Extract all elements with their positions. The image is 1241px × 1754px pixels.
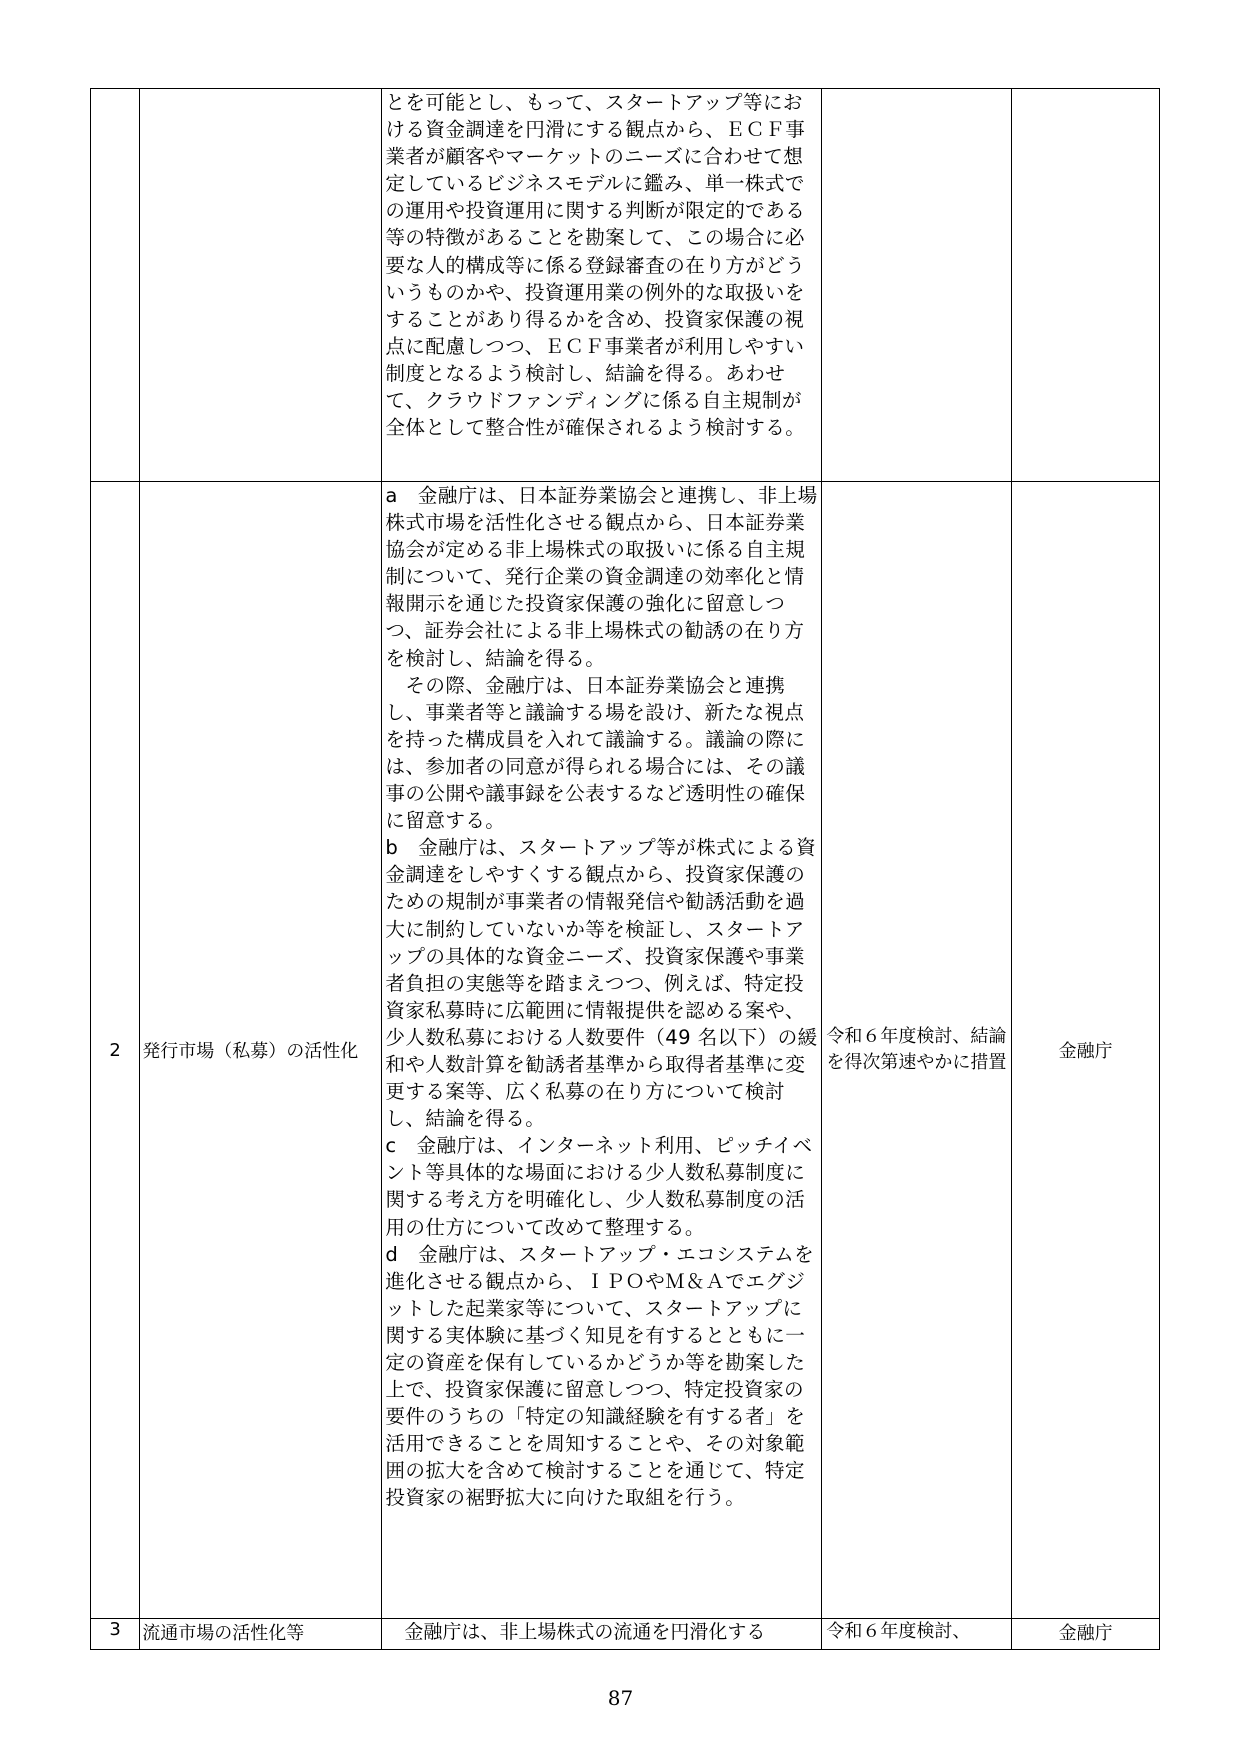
row-agency: 金融庁 bbox=[1012, 482, 1160, 1619]
schedule-text: 令和６年度検討、 bbox=[826, 1621, 971, 1642]
row-schedule bbox=[822, 482, 1012, 1619]
table-row bbox=[91, 89, 1160, 482]
row-item bbox=[140, 482, 382, 1619]
row-number: 2 bbox=[91, 482, 140, 1619]
content-paragraph-a: a 金融庁は、日本証券業協会と連携し、非上場株式市場を活性化させる観点から、日本証券業協会が定める非上場株式の取扱いに係る自主規制について、発行企業の資金調達の効率化と情報開示を通じた投資家保護の強化に留意しつつ、証券会社による非上場株式の勧誘の在り方を検討し、結論を得る。 bbox=[385, 484, 818, 670]
measures-table bbox=[90, 88, 1160, 1650]
schedule-text: 令和６年度検討、結論を得次第速やかに措置 bbox=[826, 1026, 1007, 1073]
row-content bbox=[382, 482, 822, 1619]
row-schedule bbox=[822, 89, 1012, 482]
row-number bbox=[91, 89, 140, 482]
content-paragraph-a-note: その際、金融庁は、日本証券業協会と連携し、事業者等と議論する場を設け、新たな視点を持った構成員を入れて議論する。議論の際には、参加者の同意が得られる場合には、その議事の公開や議事録を公表するなど透明性の確保に留意する。 bbox=[385, 673, 806, 833]
content-paragraph-b: b 金融庁は、スタートアップ等が株式による資金調達をしやすくする観点から、投資家保護のための規制が事業者の情報発信や勧誘活動を過大に制約していないか等を検証し、スタートアップの具体的な資金ニーズ、投資家保護や事業者負担の実態等を踏まえつつ、例えば、特定投資家私募時に広範囲に情報提供を認める案や、少人数私募における人数要件（49 名以下）の緩和や人数計算を勧誘者基準から取得者基準に変更する案等、広く私募の在り方について検討し、結論を得る。 bbox=[385, 836, 818, 1131]
content-paragraph: 金融庁は、非上場株式の流通を円滑化する bbox=[385, 1621, 766, 1643]
row-schedule bbox=[822, 1619, 1012, 1650]
row-agency: 金融庁 bbox=[1012, 1619, 1160, 1650]
row-content bbox=[382, 1619, 822, 1650]
content-paragraph-c: c 金融庁は、インターネット利用、ピッチイベント等具体的な場面における少人数私募制度に関する考え方を明確化し、少人数私募制度の活用の仕方について改めて整理する。 bbox=[385, 1134, 813, 1239]
content-paragraph-d: d 金融庁は、スタートアップ・エコシステムを進化させる観点から、ＩＰＯやＭ＆Ａでエグジットした起業家等について、スタートアップに関する実体験に基づく知見を有するとともに一定の資産を保有しているかどうか等を勘案した上で、投資家保護に留意しつつ、特定投資家の要件のうちの「特定の知識経験を有する者」を活用できることを周知することや、その対象範囲の拡大を含めて検討することを通じて、特定投資家の裾野拡大に向けた取組を行う。 bbox=[385, 1242, 815, 1510]
row-item bbox=[140, 89, 382, 482]
table-row bbox=[91, 1619, 1160, 1650]
row-item-label: 発行市場（私募）の活性化 bbox=[142, 1041, 359, 1062]
row-item-label: 流通市場の活性化等 bbox=[142, 1623, 305, 1644]
table-row bbox=[91, 482, 1160, 1619]
row-number: 3 bbox=[91, 1619, 140, 1650]
content-paragraph: とを可能とし、もって、スタートアップ等における資金調達を円滑にする観点から、ＥＣＦ事業者が顧客やマーケットのニーズに合わせて想定しているビジネスモデルに鑑み、単一株式での運用や投資運用に関する判断が限定的である等の特徴があることを勘案して、この場合に必要な人的構成等に係る登録審査の在り方がどういうものかや、投資運用業の例外的な取扱いをすることがあり得るかを含め、投資家保護の視点に配慮しつつ、ＥＣＦ事業者が利用しやすい制度となるよう検討し、結論を得る。あわせて、クラウドファンディングに係る自主規制が全体として整合性が確保されるよう検討する。 bbox=[385, 91, 806, 440]
row-agency bbox=[1012, 89, 1160, 482]
row-content bbox=[382, 89, 822, 482]
page-number: 87 bbox=[607, 1686, 634, 1710]
row-item bbox=[140, 1619, 382, 1650]
